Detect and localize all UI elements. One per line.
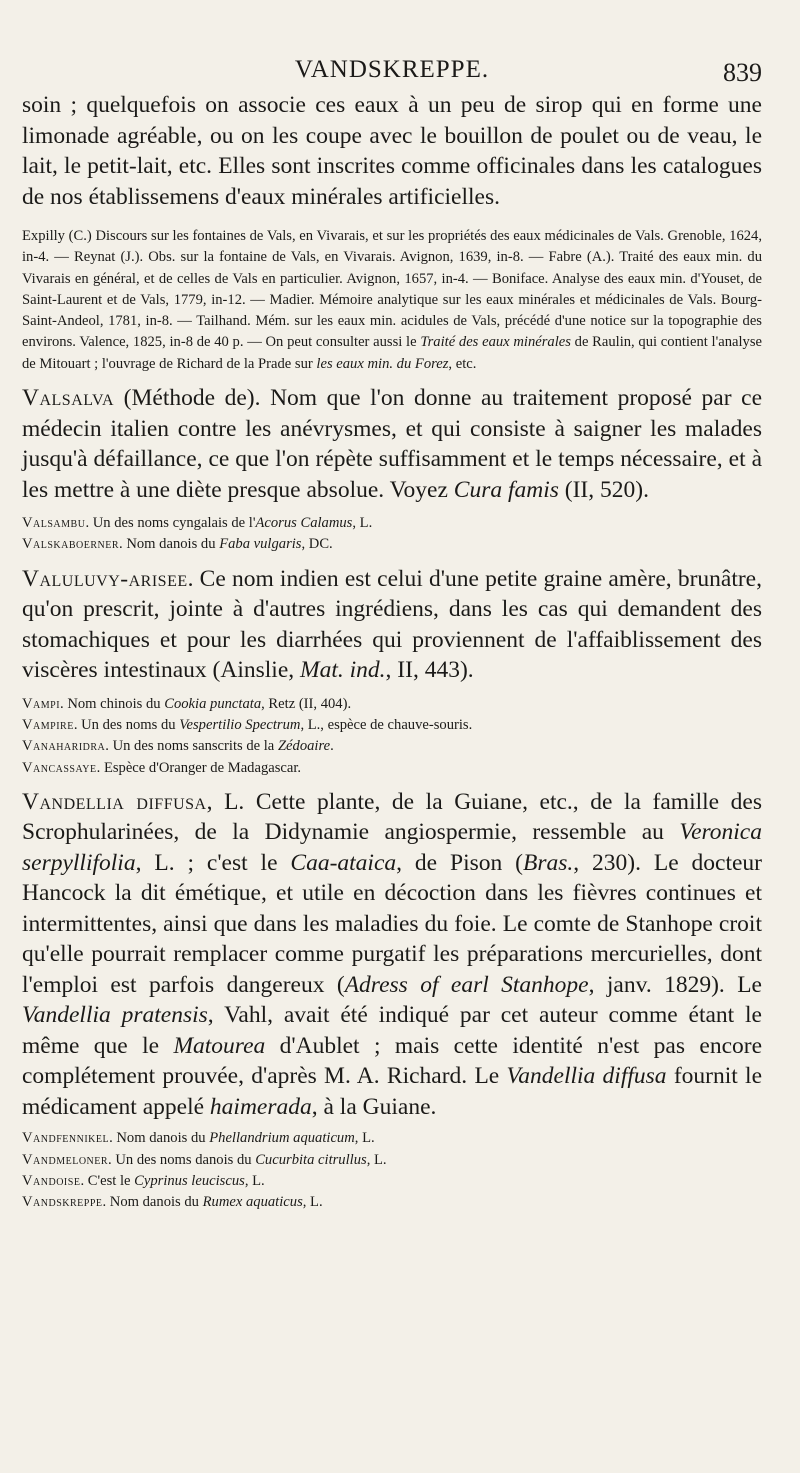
short-entry: Vandskreppe. Nom danois du Rumex aquaticus, L. xyxy=(22,1194,323,1211)
short-entry: Valskaboerner. Nom danois du Faba vulgaris, DC. xyxy=(22,536,333,553)
short-entry: Vanaharidra. Un des noms sanscrits de la Zédoaire. xyxy=(22,738,334,755)
short-entry: Vandmeloner. Un des noms danois du Cucurbita citrullus, L. xyxy=(22,1151,387,1168)
entry-head: Valuluvy-arisee xyxy=(22,565,188,592)
entry-valuluvy-arisee: Valuluvy-arisee. Ce nom indien est celui d'une petite graine amère, brunâtre, qu'on prescrit, jointe à d'autres ingrédiens, dans les cas qui demandent des stomachiques et pour les diarrhées qui proviennent de l'affaiblissement des viscères intestinaux (Ainslie, Mat. ind., II, 443). xyxy=(22,565,762,684)
short-entries-group-3 xyxy=(22,1128,762,1213)
intro-paragraph: soin ; quelquefois on associe ces eaux à un peu de sirop qui en forme une limonade agréable, ou on les coupe avec le bouillon de poulet ou de veau, le lait, le petit-lait, etc. Elles sont inscrites comme officinales dans les catalogues de nos établissemens d'eaux minérales artificielles. xyxy=(22,92,762,210)
entry-head: Valsalva xyxy=(22,385,115,412)
entry-head: Vandellia diffusa xyxy=(22,788,207,815)
running-head xyxy=(22,50,762,90)
short-entry: Vampire. Un des noms du Vespertilio Spectrum, L., espèce de chauve-souris. xyxy=(22,716,473,733)
short-entry: Vandoise. C'est le Cyprinus leuciscus, L. xyxy=(22,1172,265,1189)
references-paragraph: Expilly (C.) Discours sur les fontaines de Vals, en Vivarais, et sur les propriétés des eaux médicinales de Vals. Grenoble, 1624, in-4. — Reynat (J.). Obs. sur la fontaine de Vals, en Vivarais. Avignon, 1639, in-8. — Fabre (A.). Traité des eaux min. du Vivarais en général, et de celles de Vals en particulier. Avignon, 1657, in-4. — Boniface. Analyse des eaux min. d'Youset, de Saint-Laurent et de Vals, 1779, in-12. — Madier. Mémoire analytique sur les eaux minérales et médicinales de Vals. Bourg-Saint-Andeol, 1781, in-8. — Tailhand. Mém. sur les eaux min. acidules de Vals, précédé d'une notice sur la topographie des environs. Valence, 1825, in-8 de 40 p. — On peut consulter aussi le Traité des eaux minérales de Raulin, qui contient l'analyse de Mitouart ; l'ouvrage de Richard de la Prade sur les eaux min. du Forez, etc. xyxy=(22,228,762,372)
page-number: 839 xyxy=(723,58,762,87)
short-entries-group-2 xyxy=(22,694,762,779)
entry-valsalva: Valsalva (Méthode de). Nom que l'on donne au traitement proposé par ce médecin italien contre les anévrysmes, et qui consiste à saigner les malades jusqu'à défaillance, ce que l'on répète suffisamment et le temps nécessaire, et à les mettre à une diète presque absolue. Voyez Cura famis (II, 520). xyxy=(22,385,762,503)
short-entry: Vampi. Nom chinois du Cookia punctata, Retz (II, 404). xyxy=(22,695,352,712)
short-entry: Vancassaye. Espèce d'Oranger de Madagascar. xyxy=(22,759,302,776)
short-entries-group-1 xyxy=(22,513,762,556)
running-title: VANDSKREPPE. xyxy=(294,56,490,83)
short-entry: Valsambu. Un des noms cyngalais de l'Acorus Calamus, L. xyxy=(22,515,373,532)
entry-vandellia-diffusa: Vandellia diffusa, L. Cette plante, de la Guiane, etc., de la famille des Scrophularinées, de la Didynamie angiospermie, ressemble au Veronica serpyllifolia, L. ; c'est le Caa-ataica, de Pison (Bras., 230). Le docteur Hancock la dit émétique, et utile en décoction dans les fièvres continues et intermittentes, ainsi que dans les maladies du foie. Le comte de Stanhope croit qu'elle pourrait remplacer comme purgatif les préparations mercurielles, dont l'emploi est parfois dangereux (Adress of earl Stanhope, janv. 1829). Le Vandellia pratensis, Vahl, avait été indiqué par cet auteur comme étant le même que le Matourea d'Aublet ; mais cette identité n'est pas encore complétement prouvée, d'après M. A. Richard. Le Vandellia diffusa fournit le médicament appelé haimerada, à la Guiane. xyxy=(22,788,763,1120)
short-entry: Vandfennikel. Nom danois du Phellandrium aquaticum, L. xyxy=(22,1130,375,1147)
